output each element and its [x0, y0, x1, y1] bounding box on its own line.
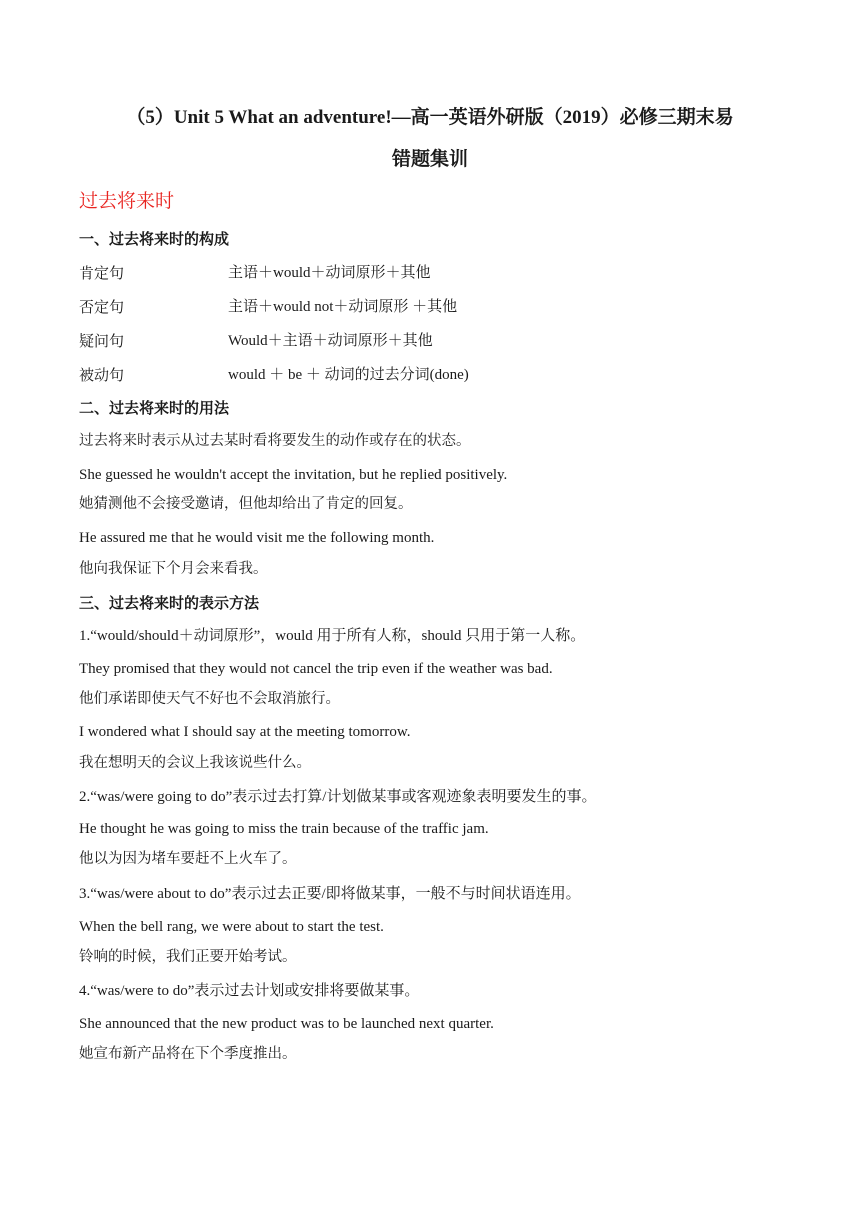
part3-heading: 三、过去将来时的表示方法 — [79, 594, 260, 612]
example-sentence: When the bell rang, we were about to start the test. — [79, 919, 384, 935]
part2-heading: 二、过去将来时的用法 — [79, 399, 230, 417]
example-sentence: He thought he was going to miss the train because of the traffic jam. — [79, 821, 489, 837]
form-row-value: Would＋主语＋动词原形＋其他 — [228, 333, 433, 349]
form-row-label: 被动句 — [79, 366, 125, 384]
form-row-label: 肯定句 — [79, 264, 125, 282]
form-row-label: 否定句 — [79, 298, 125, 316]
part1-heading: 一、过去将来时的构成 — [79, 230, 230, 248]
section-title: 过去将来时 — [79, 190, 175, 212]
document-title-line-2: 错题集训 — [391, 149, 468, 170]
rule-line: 2.“was/were going to do”表示过去打算/计划做某事或客观迹象表明要发生的事。 — [79, 789, 597, 805]
example-translation: 她猜测他不会接受邀请，但他却给出了肯定的回复。 — [79, 496, 413, 512]
rule-line: 1.“would/should＋动词原形”，would 用于所有人称，should 只用于第一人称。 — [79, 628, 586, 644]
example-translation: 铃响的时候，我们正要开始考试。 — [79, 949, 297, 965]
example-sentence: He assured me that he would visit me the following month. — [79, 530, 435, 546]
example-sentence: She guessed he wouldn't accept the invitation, but he replied positively. — [79, 467, 508, 483]
form-row-value: 主语＋would＋动词原形＋其他 — [228, 265, 431, 281]
form-row-value: 主语＋would not＋动词原形 ＋其他 — [228, 299, 458, 315]
form-row-label: 疑问句 — [79, 332, 125, 350]
example-translation: 他向我保证下个月会来看我。 — [79, 561, 268, 577]
form-row-value: would ＋ be ＋ 动词的过去分词(done) — [228, 367, 469, 383]
example-translation: 她宣布新产品将在下个季度推出。 — [79, 1046, 297, 1062]
example-translation: 我在想明天的会议上我该说些什么。 — [79, 755, 311, 771]
example-sentence: They promised that they would not cancel the trip even if the weather was bad. — [79, 661, 553, 677]
example-translation: 他以为因为堵车要赶不上火车了。 — [79, 851, 297, 867]
body-text-line: 过去将来时表示从过去某时看将要发生的动作或存在的状态。 — [79, 433, 471, 449]
document-title-line-1: （5）Unit 5 What an adventure!—高一英语外研版（2019）必修三期末易 — [126, 107, 734, 128]
example-sentence: I wondered what I should say at the meeting tomorrow. — [79, 724, 411, 740]
rule-line: 3.“was/were about to do”表示过去正要/即将做某事，一般不与时间状语连用。 — [79, 886, 581, 902]
example-translation: 他们承诺即使天气不好也不会取消旅行。 — [79, 691, 340, 707]
rule-line: 4.“was/were to do”表示过去计划或安排将要做某事。 — [79, 983, 420, 999]
example-sentence: She announced that the new product was to be launched next quarter. — [79, 1016, 494, 1032]
